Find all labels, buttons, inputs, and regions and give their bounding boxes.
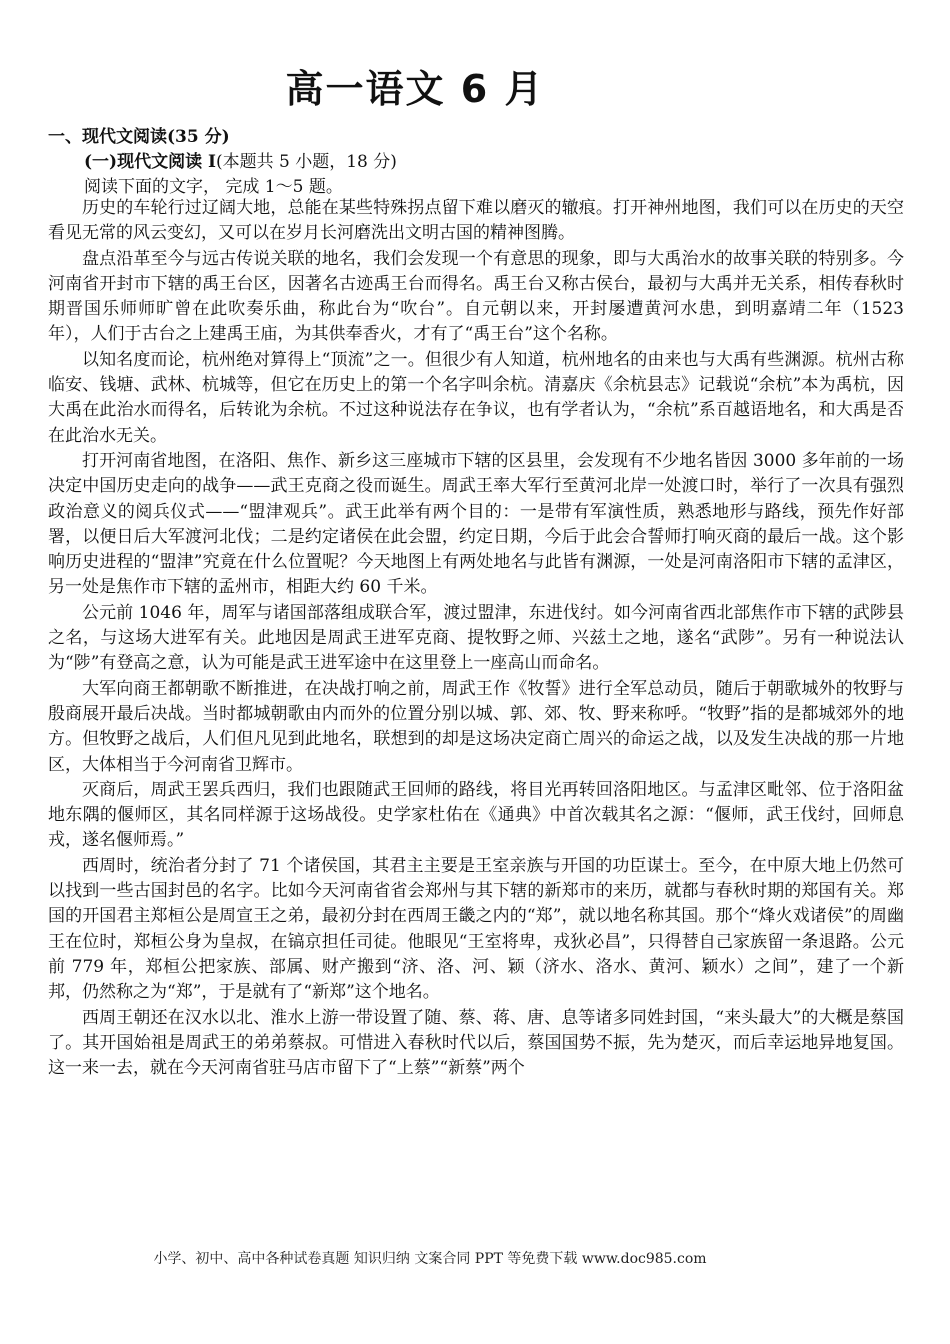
paragraph: 灭商后，周武王罢兵西归，我们也跟随武王回师的路线，将目光再转回洛阳地区。与孟津区毗邻、位于洛阳盆地东隅的偃师区，其名同样源于这场战役。史学家杜佑在《通典》中首次载其名之源：“偃师，武王伐纣，回师息戎，遂名偃师焉。” xyxy=(48,779,904,851)
section-heading: 一、现代文阅读(35 分) xyxy=(48,127,230,147)
paragraph: 打开河南省地图，在洛阳、焦作、新乡这三座城市下辖的区县里，会发现有不少地名皆因 3000 多年前的一场决定中国历史走向的战争——武王克商之役而诞生。周武王率大军行至黄河北岸一处渡口时，举行了一次具有强烈政治意义的阅兵仪式——“盟津观兵”。武王此举有两个目的：一是带有军演性质，熟悉地形与路线，预先作好部署，以便日后大军渡河北伐；二是约定诸侯在此会盟，约定日期，今后于此会合誓师打响灭商的最后一战。这个影响历史进程的“盟津”究竟在什么位置呢？今天地图上有两处地名与此皆有渊源，一处是河南洛阳市下辖的孟津区，另一处是焦作市下辖的孟州市，相距大约 60 千米。 xyxy=(48,450,904,598)
paragraph: 以知名度而论，杭州绝对算得上“顶流”之一。但很少有人知道，杭州地名的由来也与大禹有些渊源。杭州古称临安、钱塘、武林、杭城等，但它在历史上的第一个名字叫余杭。清嘉庆《余杭县志》记载说“余杭”本为禹杭，因大禹在此治水而得名，后转讹为余杭。不过这种说法存在争议，也有学者认为，“余杭”系百越语地名，和大禹是否在此治水无关。 xyxy=(48,349,904,446)
paragraph: 大军向商王都朝歌不断推进，在决战打响之前，周武王作《牧誓》进行全军总动员，随后于朝歌城外的牧野与殷商展开最后决战。当时都城朝歌由内而外的位置分别以城、郭、郊、牧、野来称呼。“牧野”指的是都城郊外的地方。但牧野之战后，人们但凡见到此地名，联想到的却是这场决定商亡周兴的命运之战，以及发生决战的那一片地区，大体相当于今河南省卫辉市。 xyxy=(48,678,904,775)
instruction-text: 阅读下面的文字， 完成 1～5 题。 xyxy=(84,177,343,197)
paragraph: 公元前 1046 年，周军与诸国部落组成联合军，渡过盟津，东进伐纣。如今河南省西北部焦作市下辖的武陟县之名，与这场大进军有关。此地因是周武王进军克商、提牧野之师、兴兹土之地，遂名“武陟”。另有一种说法认为“陟”有登高之意，认为可能是武王进军途中在这里登上一座高山而命名。 xyxy=(48,602,904,674)
page-footer: 小学、初中、高中各种试卷真题 知识归纳 文案合同 PPT 等免费下载 www.doc985.com xyxy=(153,1251,707,1267)
article-body xyxy=(48,196,904,1081)
paragraph: 西周王朝还在汉水以北、淮水上游一带设置了随、蔡、蒋、唐、息等诸多同姓封国，“来头最大”的大概是蔡国了。其开国始祖是周武王的弟弟蔡叔。可惜进入春秋时代以后，蔡国国势不振，先为楚灭，而后幸运地异地复国。这一来一去，就在今天河南省驻马店市留下了“上蔡”“新蔡”两个 xyxy=(48,1007,904,1079)
subsection-label: (一)现代文阅读 I xyxy=(84,152,216,172)
paragraph: 历史的车轮行过辽阔大地，总能在某些特殊拐点留下难以磨灭的辙痕。打开神州地图，我们可以在历史的天空看见无常的风云变幻，又可以在岁月长河磨洗出文明古国的精神图腾。 xyxy=(48,198,904,244)
page-title: 高一语文 6 月 xyxy=(285,67,545,111)
subsection-heading xyxy=(84,147,397,172)
paragraph: 盘点沿革至今与远古传说关联的地名，我们会发现一个有意思的现象，即与大禹治水的故事关联的特别多。今河南省开封市下辖的禹王台区，因著名古迹禹王台而得名。禹王台又称古侯台，最初与大禹并无关系，相传春秋时期晋国乐师师旷曾在此吹奏乐曲，称此台为“吹台”。自元朝以来，开封屡遭黄河水患，到明嘉靖二年（1523 年），人们于古台之上建禹王庙，为其供奉香火，才有了“禹王台”这个名称。 xyxy=(48,248,904,345)
paragraph: 西周时，统治者分封了 71 个诸侯国，其君主主要是王室亲族与开国的功臣谋士。至今，在中原大地上仍然可以找到一些古国封邑的名字。比如今天河南省省会郑州与其下辖的新郑市的来历，就都与春秋时期的郑国有关。郑国的开国君主郑桓公是周宣王之弟，最初分封在西周王畿之内的“郑”，就以地名称其国。那个“烽火戏诸侯”的周幽王在位时，郑桓公身为皇叔，在镐京担任司徒。他眼见“王室将卑，戎狄必昌”，只得替自己家族留一条退路。公元前 779 年，郑桓公把家族、部属、财产搬到“济、洛、河、颖（济水、洛水、黄河、颖水）之间”，建了一个新邦，仍然称之为“郑”，于是就有了“新郑”这个地名。 xyxy=(48,855,904,1003)
subsection-note: (本题共 5 小题，18 分) xyxy=(215,152,397,172)
